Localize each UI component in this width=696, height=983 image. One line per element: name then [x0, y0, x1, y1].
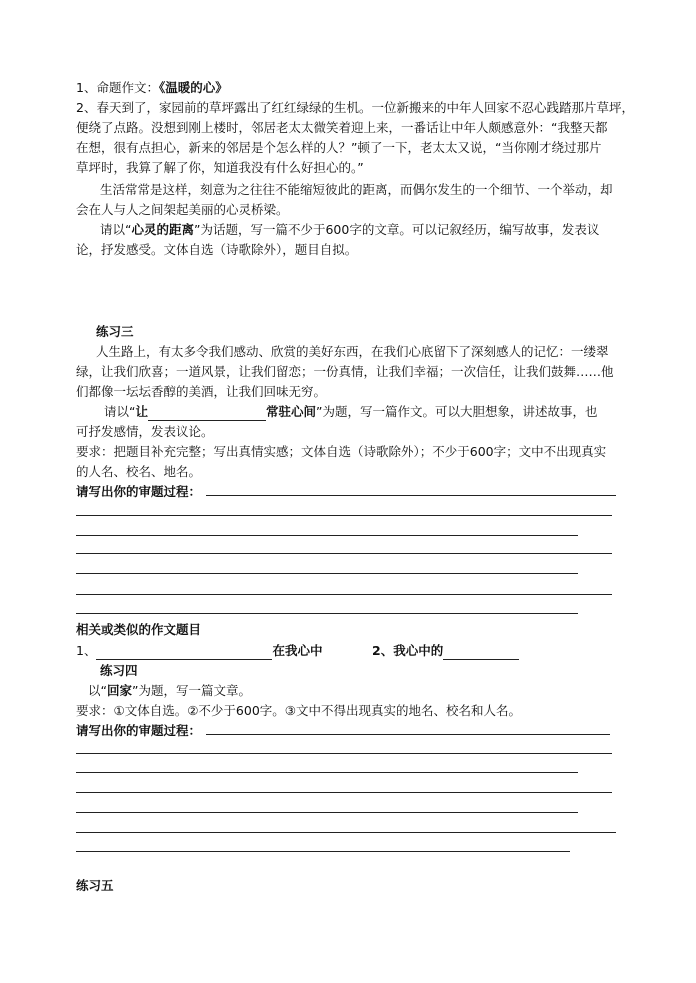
answer-line[interactable]	[206, 734, 610, 735]
ex3-write-label: 请写出你的审题过程：	[76, 484, 202, 499]
related-item-1: 1、 在我心中	[76, 643, 323, 658]
ex3-heading: 练习三	[96, 324, 134, 339]
q1-title: 《温暖的心》	[158, 80, 228, 95]
q1-paragraph-line: 在想，很有点担心，新来的邻居是个怎么样的人？”顿了一下，老太太又说，“当你刚才绕过那片	[76, 140, 602, 155]
answer-line[interactable]	[76, 792, 612, 793]
answer-line[interactable]	[206, 495, 616, 496]
answer-line[interactable]	[76, 553, 612, 554]
ex3-instruction-line: 可抒发感情，发表议论。	[76, 424, 214, 439]
q1-paragraph-line: 生活常常是这样，刻意为之往往不能缩短彼此的距离，而偶尔发生的一个细节、一个举动，却	[100, 182, 613, 197]
answer-line[interactable]	[76, 515, 612, 516]
answer-line[interactable]	[76, 535, 578, 536]
q1-instruction-line: 论，抒发感受。文体自选（诗歌除外），题目自拟。	[76, 242, 358, 257]
ex3-requirement-line: 的人名、校名、地名。	[76, 464, 202, 479]
ex4-requirement-line: 要求：①文体自选。②不少于600字。③文中不得出现真实的地名、校名和人名。	[76, 703, 521, 718]
answer-line[interactable]	[76, 812, 578, 813]
ex4-write-label: 请写出你的审题过程：	[76, 723, 202, 738]
q1-paragraph-line: 便绕了点路。没想到刚上楼时，邻居老太太微笑着迎上来，一番话让中年人颇感意外：“我整天都	[76, 120, 608, 135]
ex4-instruction-line: 以“回家”为题，写一篇文章。	[88, 683, 251, 698]
ex5-heading: 练习五	[76, 878, 114, 893]
ex3-paragraph-line: 绿，让我们欣喜；一道风景，让我们留恋；一份真情，让我们幸福；一次信任，让我们鼓舞……他	[76, 364, 614, 379]
answer-line[interactable]	[76, 832, 616, 833]
ex4-topic: 回家	[106, 683, 132, 698]
answer-line[interactable]	[76, 573, 578, 574]
answer-line[interactable]	[76, 613, 578, 614]
q1-title-line	[76, 78, 624, 97]
ex3-instruction-line: 请以“让 常驻心间”为题，写一篇作文。可以大胆想象，讲述故事，也	[104, 404, 598, 419]
q1-paragraph-line: 会在人与人之间架起美丽的心灵桥梁。	[76, 202, 289, 217]
ex4-heading: 练习四	[100, 663, 138, 678]
related-blank-1[interactable]	[96, 645, 272, 660]
answer-line[interactable]	[76, 594, 612, 595]
related-blank-2[interactable]	[443, 645, 519, 660]
q1-instruction-line: 请以“心灵的距离”为话题，写一篇不少于600字的文章。可以记叙经历，编写故事，发表议	[100, 222, 600, 237]
answer-line[interactable]	[76, 753, 612, 754]
answer-line[interactable]	[76, 772, 578, 773]
title-blank[interactable]	[148, 406, 266, 421]
answer-line[interactable]	[76, 851, 570, 852]
related-item-2: 2、我心中的	[372, 641, 622, 660]
q1-paragraph-line: 草坪时，我算了解了你，知道我没有什么好担心的。”	[76, 160, 364, 175]
q1-topic: 心灵的距离	[131, 222, 194, 237]
ex3-requirement-line: 要求：把题目补充完整；写出真情实感；文体自选（诗歌除外）；不少于600字；文中不出现真实	[76, 444, 607, 459]
q1-title-prefix: 1、命题作文：	[76, 80, 159, 95]
ex3-paragraph-line: 们都像一坛坛香醇的美酒，让我们回味无穷。	[76, 384, 327, 399]
ex3-paragraph-line: 人生路上，有太多令我们感动、欣赏的美好东西，在我们心底留下了深刻感人的记忆：一缕翠	[96, 344, 609, 359]
related-heading: 相关或类似的作文题目	[76, 622, 202, 637]
q1-paragraph-line: 2、春天到了，家园前的草坪露出了红红绿绿的生机。一位新搬来的中年人回家不忍心践踏那片草坪，	[76, 100, 634, 115]
